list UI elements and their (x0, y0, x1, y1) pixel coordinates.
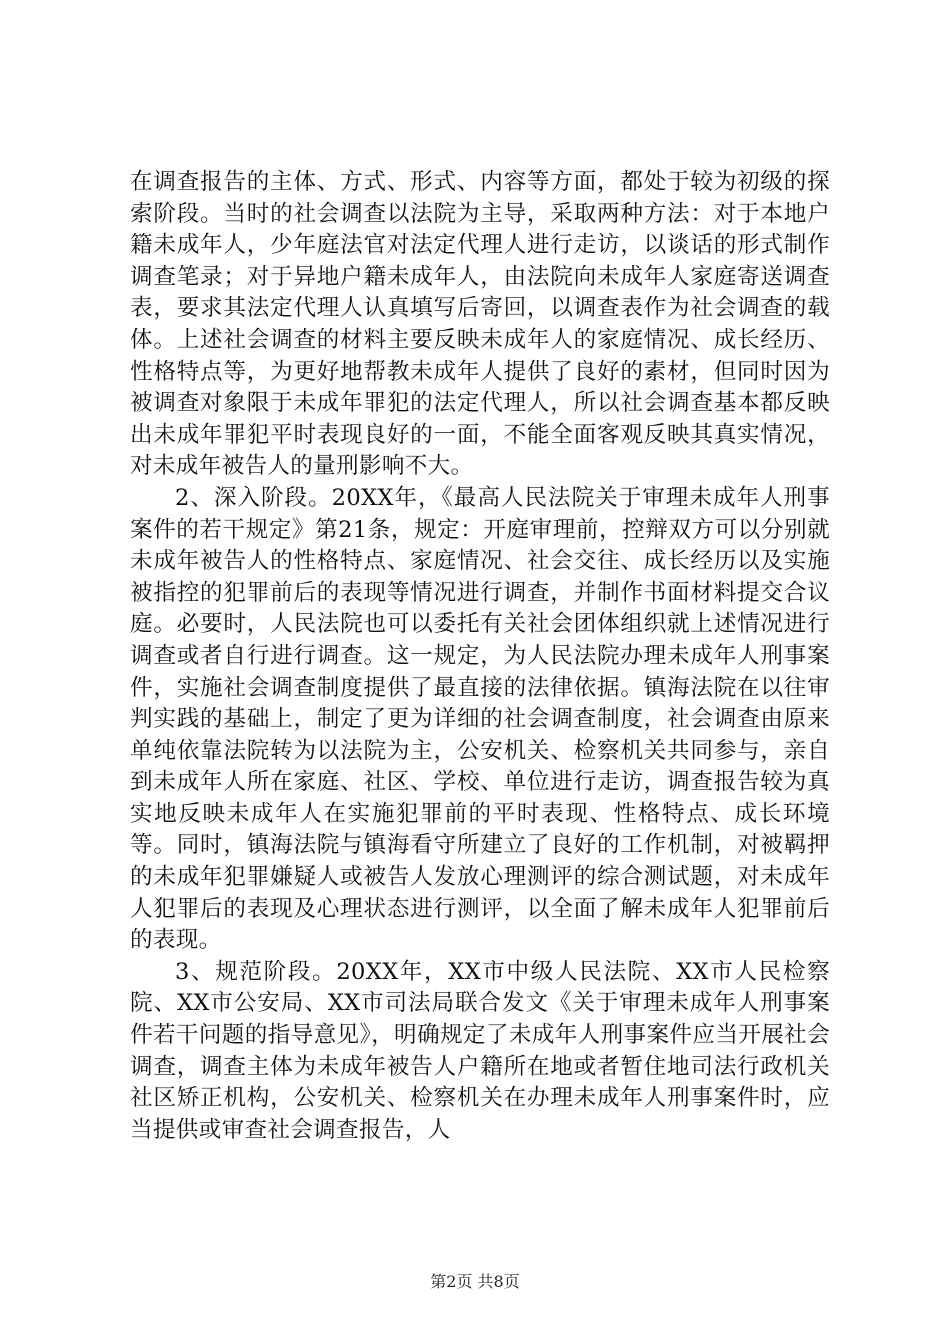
paragraph-continuation: 在调查报告的主体、方式、形式、内容等方面，都处于较为初级的探索阶段。当时的社会调查以法院为主导，采取两种方法：对于本地户籍未成年人，少年庭法官对法定代理人进行走访，以谈话的形式制作调查笔录；对于异地户籍未成年人，由法院向未成年人家庭寄送调查表，要求其法定代理人认真填写后寄回，以调查表作为社会调查的载体。上述社会调查的材料主要反映未成年人的家庭情况、成长经历、性格特点等，为更好地帮教未成年人提供了良好的素材，但同时因为被调查对象限于未成年罪犯的法定代理人，所以社会调查基本都反映出未成年罪犯平时表现良好的一面，不能全面客观反映其真实情况，对未成年被告人的量刑影响不大。 (130, 169, 830, 480)
paragraph-standardization-stage: 3、规范阶段。20XX年，XX市中级人民法院、XX市人民检察院、XX市公安局、XX市司法局联合发文《关于审理未成年人刑事案件若干问题的指导意见》，明确规定了未成年人刑事案件应当开展社会调查，调查主体为未成年被告人户籍所在地或者暂住地司法行政机关社区矫正机构，公安机关、检察机关在办理未成年人刑事案件时，应当提供或审查社会调查报告，人 (130, 958, 830, 1143)
page-footer: 第2页 共8页 (430, 1272, 520, 1291)
paragraph-deepening-stage: 2、深入阶段。20XX年，《最高人民法院关于审理未成年人刑事案件的若干规定》第21条，规定：开庭审理前，控辩双方可以分别就未成年被告人的性格特点、家庭情况、社会交往、成长经历以及实施被指控的犯罪前后的表现等情况进行调查，并制作书面材料提交合议庭。必要时，人民法院也可以委托有关社会团体组织就上述情况进行调查或者自行进行调查。这一规定，为人民法院办理未成年人刑事案件，实施社会调查制度提供了最直接的法律依据。镇海法院在以往审判实践的基础上，制定了更为详细的社会调查制度，社会调查由原来单纯依靠法院转为以法院为主，公安机关、检察机关共同参与，亲自到未成年人所在家庭、社区、学校、单位进行走访，调查报告较为真实地反映未成年人在实施犯罪前的平时表现、性格特点、成长环境等。同时，镇海法院与镇海看守所建立了良好的工作机制，对被羁押的未成年犯罪嫌疑人或被告人发放心理测评的综合测试题，对未成年人犯罪后的表现及心理状态进行测评，以全面了解未成年人犯罪前后的表现。 (130, 484, 830, 954)
document-body (130, 167, 830, 1146)
